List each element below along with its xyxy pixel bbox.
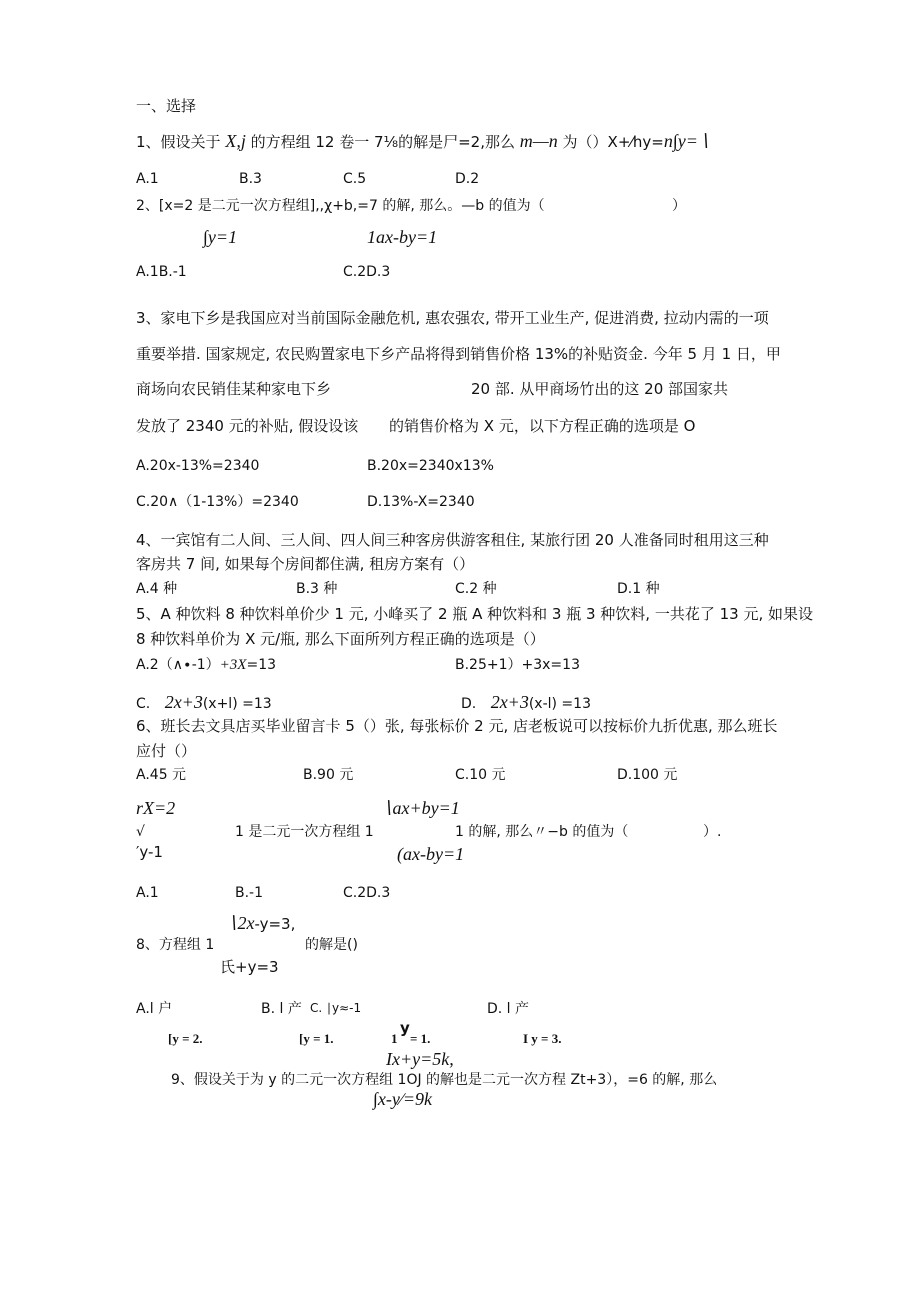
q1-middle: 的方程组 12 卷一 7⅛的解是尸=2,那么 (250, 133, 515, 151)
section-title: 一、选择 (136, 97, 197, 115)
q2-options-ab: A.1B.-1 (136, 264, 187, 280)
q8-option-b: B. l 产 (261, 1001, 302, 1017)
q1-mn: m—n (519, 131, 558, 151)
q8-sub-c-value: = 1. (410, 1031, 431, 1046)
q7-text-b: 1 的解, 那么〃−b 的值为（ (455, 824, 629, 840)
q6-option-c: C.10 元 (455, 767, 506, 783)
q8-option-a: A.l 户 (136, 1001, 173, 1017)
q1-prefix: 1、假设关于 (136, 133, 221, 151)
q6-option-d: D.100 元 (617, 767, 678, 783)
q8-equation-bottom: 氏+y=3 (220, 958, 279, 976)
q9-equation-bottom: ∫x-y∕=9k (373, 1089, 433, 1109)
q2-close-paren: ） (672, 198, 686, 214)
q5-line-1: 5、A 种饮料 8 种饮料单价少 1 元, 小峰买了 2 瓶 A 种饮料和 3 瓶 3 种饮料, 一共花了 13 元, 如果设 (136, 605, 814, 623)
q7-y-value: ′y-1 (136, 843, 163, 861)
q7-text-c: ）. (703, 824, 722, 840)
q5-option-d-expr: 2x+3 (490, 692, 529, 712)
q9-equation-top: Ix+y=5k, (386, 1049, 454, 1069)
q5-option-a-part2: +3X (219, 657, 247, 673)
q8-sub-b: [y = 1. (299, 1031, 334, 1046)
q9-line: 9、假设关于为 y 的二元一次方程组 1OJ 的解也是二元一次方程 Zt+3），=6 的解, 那么 (171, 1072, 718, 1088)
q6-option-b: B.90 元 (303, 767, 354, 783)
q8-sub-c-y: y (400, 1019, 410, 1037)
q5-option-a-part3: =13 (246, 657, 277, 673)
q8-sub-a: [y = 2. (168, 1031, 203, 1046)
q5-option-c-label: C. (136, 696, 151, 712)
q8-label: 8、方程组 1 (136, 937, 215, 953)
q7-equation-top: ∖ax+by=1 (381, 798, 460, 818)
q1-option-c: C.5 (343, 171, 367, 187)
q8-sub-d: I y = 3. (523, 1031, 562, 1046)
q4-option-a: A.4 种 (136, 581, 178, 597)
q6-line-2: 应付（） (136, 742, 197, 760)
q8-sub-c: 1 (391, 1031, 398, 1046)
q3-option-b: B.20x=2340x13% (367, 458, 494, 474)
q8-equation-top-b: -y=3, (254, 915, 296, 933)
q3-line-3a: 商场向农民销佳某种家电下乡 (136, 380, 332, 398)
q7-equation-bottom: (ax-by=1 (397, 844, 465, 864)
q7-check-mark: √ (136, 824, 145, 840)
q1-option-d: D.2 (455, 171, 480, 187)
q5-option-d (461, 693, 591, 711)
q4-option-c: C.2 种 (455, 581, 497, 597)
q5-option-b: B.25+1）+3x=13 (455, 657, 580, 673)
q3-option-d: D.13%-X=2340 (367, 494, 475, 510)
q4-line-2: 客房共 7 间, 如果每个房间都住满, 租房方案有（） (136, 555, 475, 573)
q5-option-a (136, 658, 276, 673)
q3-line-4b: 的销售价格为 X 元，以下方程正确的选项是 O (389, 417, 696, 435)
q8-option-c: C. ∣y≈-1 (310, 1001, 362, 1015)
q1-tail: 为（）X+⁄hy= (562, 133, 664, 151)
q4-option-b: B.3 种 (296, 581, 338, 597)
q8-tail: 的解是() (305, 937, 358, 953)
q5-option-c (136, 693, 272, 711)
q1-option-b: B.3 (239, 171, 262, 187)
q8-equation-top-a: ∖2x (226, 913, 255, 933)
q5-line-2: 8 种饮料单价为 X 元/瓶, 那么下面所列方程正确的选项是（） (136, 630, 545, 648)
q6-option-a: A.45 元 (136, 767, 187, 783)
question-2: 2、[x=2 是二元一次方程组],,χ+b,=7 的解, 那么。—b 的值为（ (136, 198, 545, 214)
q7-option-a: A.1 (136, 885, 159, 901)
q8-equation-top (226, 914, 295, 932)
q1-tail2: n∫y=∖ (663, 131, 710, 151)
q7-options-cd: C.2D.3 (343, 885, 391, 901)
q2-equation-2: 1ax-by=1 (367, 227, 438, 247)
q1-option-a: A.1 (136, 171, 159, 187)
q7-option-b: B.-1 (235, 885, 264, 901)
q4-line-1: 4、一宾馆有二人间、三人间、四人间三种客房供游客租住, 某旅行团 20 人准备同时租用这三种 (136, 531, 769, 549)
q5-option-c-tail: (x+l) =13 (202, 696, 272, 712)
q4-option-d: D.1 种 (617, 581, 660, 597)
q7-rx: rX=2 (136, 798, 176, 818)
q8-option-d: D. l 产 (487, 1001, 530, 1017)
q3-line-1: 3、家电下乡是我国应对当前国际金融危机, 惠农强农, 带开工业生产, 促进消费, 拉动内需的一项 (136, 309, 769, 327)
q1-xj: X,j (225, 131, 246, 151)
question-1 (136, 132, 709, 150)
q7-text-a: 1 是二元一次方程组 1 (235, 824, 374, 840)
q5-option-c-expr: 2x+3 (164, 692, 203, 712)
q2-equation-1: ∫y=1 (203, 227, 238, 247)
q5-option-d-label: D. (461, 696, 477, 712)
q2-options-cd: C.2D.3 (343, 264, 391, 280)
q3-option-c: C.20∧（1-13%）=2340 (136, 494, 299, 510)
q3-option-a: A.20x-13%=2340 (136, 458, 260, 474)
q5-option-d-tail: (x-l) =13 (528, 696, 591, 712)
q6-line-1: 6、班长去文具店买毕业留言卡 5（）张, 每张标价 2 元, 店老板说可以按标价九折优惠, 那么班长 (136, 717, 778, 735)
q5-option-a-part1: A.2（∧∙-1） (136, 657, 220, 673)
q3-line-2: 重要举措. 国家规定, 农民购置家电下乡产品将得到销售价格 13%的补贴资金. 今年 5 月 1 日，甲 (136, 345, 781, 363)
q3-line-4a: 发放了 2340 元的补贴, 假设设该 (136, 417, 359, 435)
q3-line-3b: 20 部. 从甲商场竹出的这 20 部国家共 (471, 380, 729, 398)
